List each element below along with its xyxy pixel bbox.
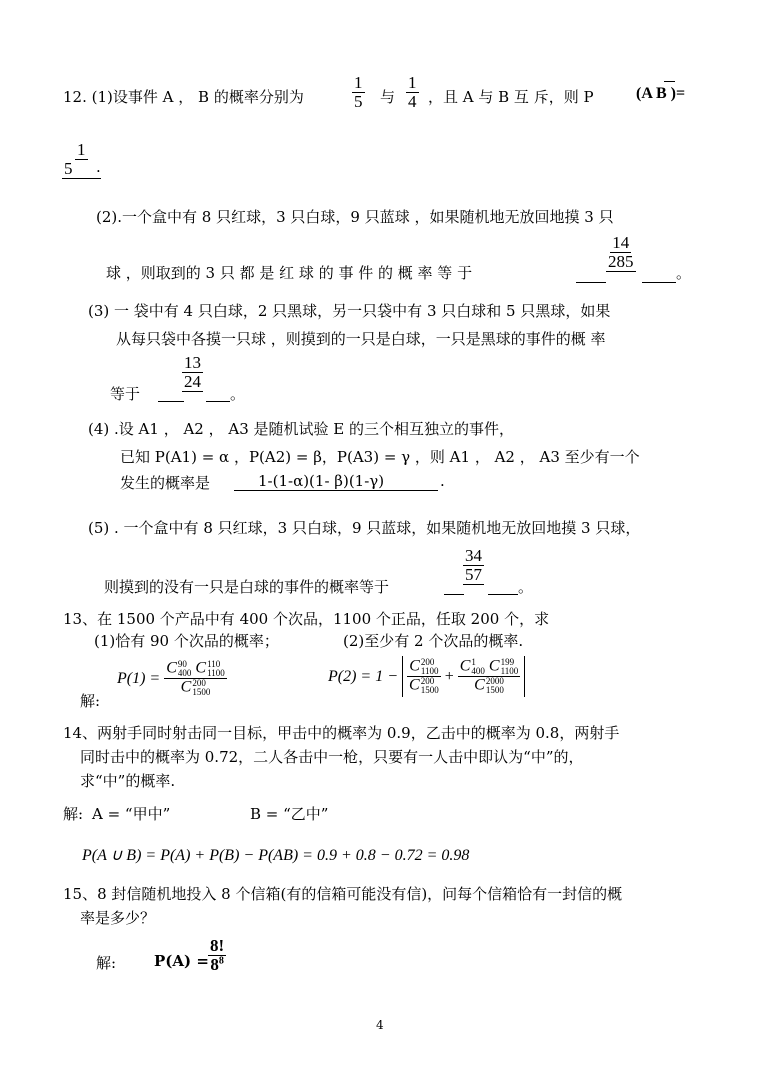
q12-part5-line1: (5) . 一个盒中有 8 只红球，3 只白球，9 只蓝球，如果随机地无放回地摸 3 只球， bbox=[88, 519, 641, 537]
blank-underline bbox=[576, 282, 606, 283]
q13-line2b: (2)至少有 2 个次品的概率. bbox=[343, 632, 524, 650]
page-number: 4 bbox=[376, 1018, 384, 1032]
q12-part2-line2: 球 ，则取到的 3 只 都 是 红 球 的 事 件 的 概 率 等 于 bbox=[106, 264, 473, 282]
question-number: 12. bbox=[63, 88, 87, 106]
q12-part4-line2: 已知 P(A1) = α ，P(A2) = β，P(A3) = γ ，则 A1 ， A2 ， A3 至少有一个 bbox=[120, 448, 640, 466]
blank-underline bbox=[158, 401, 184, 402]
q15-line1: 15、8 封信随机地投入 8 个信箱(有的信箱可能没有信)，问每个信箱恰有一封信的概 bbox=[63, 885, 623, 903]
q13-line1: 13、在 1500 个产品中有 400 个次品，1100 个正品，任取 200 个，求 bbox=[63, 610, 550, 628]
q12-part4-line1: (4) .设 A1 ， A2 ， A3 是随机试验 E 的三个相互独立的事件， bbox=[88, 420, 515, 438]
q12-part1-line bbox=[63, 86, 304, 107]
q14-def-b: B = “乙中” bbox=[250, 805, 329, 823]
q12-part4-line3: 发生的概率是 bbox=[120, 474, 211, 492]
q12-p1-answer: $\frac{1}{5}$ bbox=[62, 141, 101, 179]
blank-underline bbox=[444, 594, 464, 595]
q14-solve-label: 解: bbox=[63, 805, 84, 823]
q12-and: 与 bbox=[380, 88, 396, 106]
q12-part3-line3: 等于 bbox=[110, 385, 141, 403]
blank-underline bbox=[642, 282, 676, 283]
q12-part5-line2: 则摸到的没有一只是白球的事件的概率等于 bbox=[104, 578, 390, 596]
blank-underline bbox=[206, 401, 230, 402]
square-bracket: C 200 1100 C 200 1500 + C 1 400 C 199 1100 C 2000 1500 bbox=[402, 656, 525, 697]
q13-formula-2: P(2) = 1 − C 200 1100 C 200 1500 + C 1 400 C 199 1100 C 2000 1500 bbox=[328, 656, 525, 697]
q12-p5-answer: $\frac{34}{57}$ bbox=[465, 546, 482, 584]
q12-p3-answer: $\frac{13}{24}$ bbox=[184, 353, 201, 391]
q12-part3-line2: 从每只袋中各摸一只球 ，则摸到的一只是白球，一只是黑球的事件的概 率 bbox=[116, 330, 606, 348]
fraction-one-fifth: $\frac{1}{5}$ bbox=[354, 73, 363, 111]
q13-solve-label: 解: bbox=[80, 692, 101, 710]
q14-def-a: A = “甲中” bbox=[92, 805, 171, 823]
q12-p1-mid: ，且 A 与 B 互 斥，则 P bbox=[428, 88, 594, 106]
q15-fraction: $\frac{8!}{8^8}$ bbox=[210, 936, 225, 974]
q12-part2-line1: (2).一个盒中有 8 只红球，3 只白球，9 只蓝球 ，如果随机地无放回地摸 3 只 bbox=[96, 208, 614, 226]
q13-formula-1: P(1) = C 90 400 C 110 1100 C 200 1500 bbox=[117, 659, 225, 697]
q12-p1-expr: (A B )= bbox=[636, 85, 686, 102]
q14-line1: 14、两射手同时射击同一目标，甲击中的概率为 0.9，乙击中的概率为 0.8，两射手 bbox=[63, 724, 620, 742]
q15-line2: 率是多少？ bbox=[80, 909, 156, 927]
q14-line2: 同时击中的概率为 0.72，二人各击中一枪，只要有一人击中即认为“中”的， bbox=[80, 748, 584, 766]
q15-solve-label: 解: bbox=[96, 954, 117, 972]
q14-line3: 求“中”的概率. bbox=[80, 772, 176, 790]
q13-f1-fraction: C 90 400 C 110 1100 C 200 1500 bbox=[166, 659, 225, 697]
fraction-one-quarter: $\frac{1}{4}$ bbox=[408, 73, 417, 111]
q12-p1-dot: . bbox=[96, 158, 101, 176]
complement-bar bbox=[664, 81, 675, 82]
q12-p2-answer: $\frac{14}{285}$ bbox=[608, 233, 634, 271]
q12-p3-end: 。 bbox=[230, 385, 246, 403]
q14-formula: P(A ∪ B) = P(A) + P(B) − P(AB) = 0.9 + 0.8 − 0.72 = 0.98 bbox=[82, 847, 470, 864]
q12-part3-line1: (3) 一 袋中有 4 只白球，2 只黑球，另一只袋中有 3 只白球和 5 只黑球，如果 bbox=[88, 302, 611, 320]
q12-p1-intro: (1)设事件 A ， B 的概率分别为 bbox=[91, 88, 304, 106]
q15-lhs: P(A) = bbox=[154, 952, 209, 970]
q12-p4-answer: 1-(1-α)(1- β)(1-γ) bbox=[234, 472, 438, 491]
q12-p4-end: . bbox=[440, 472, 445, 490]
q13-line2a: (1)恰有 90 个次品的概率； bbox=[94, 632, 279, 650]
q12-p2-end: 。 bbox=[676, 264, 692, 282]
blank-underline bbox=[488, 594, 518, 595]
q12-p5-end: 。 bbox=[518, 578, 534, 596]
